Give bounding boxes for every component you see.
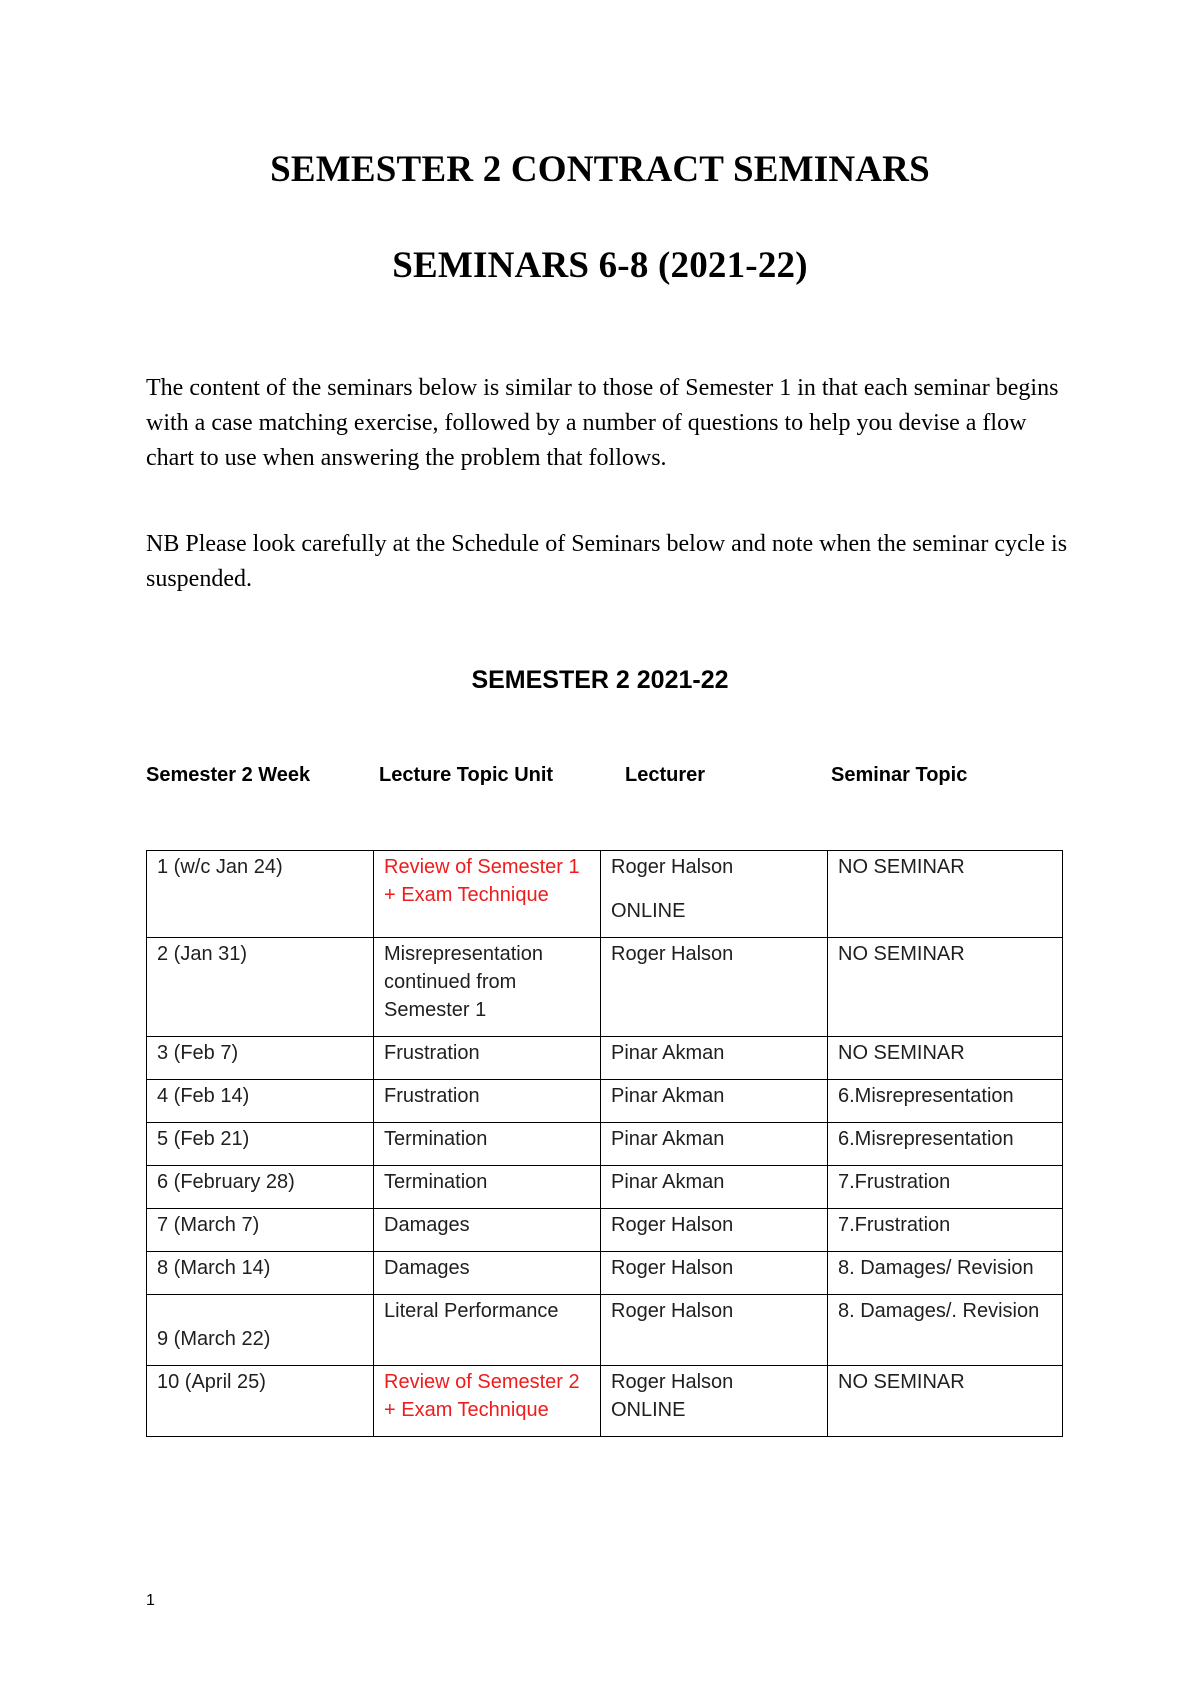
lecturer-cell: Roger Halson [601, 1252, 828, 1295]
topic-cell: Misrepresentation continued from Semester 1 [374, 938, 601, 1037]
table-row [147, 1252, 1063, 1295]
topic-cell: Termination [374, 1123, 601, 1166]
column-header-lecturer: Lecturer [625, 764, 706, 786]
seminar-cell: NO SEMINAR [828, 1366, 1063, 1437]
week-cell: 8 (March 14) [147, 1252, 374, 1295]
lecturer-cell: Pinar Akman [601, 1080, 828, 1123]
lecturer-cell: Roger Halson [601, 1295, 828, 1366]
topic-cell: Review of Semester 1 + Exam Technique [374, 851, 601, 938]
lecturer-note: ONLINE [611, 1399, 686, 1421]
page-subtitle: SEMINARS 6-8 (2021-22) [392, 245, 808, 286]
lecturer-note: ONLINE [611, 900, 686, 922]
week-cell: 6 (February 28) [147, 1166, 374, 1209]
topic-cell: Damages [374, 1209, 601, 1252]
lecturer-cell [601, 851, 828, 938]
note-paragraph: NB Please look carefully at the Schedule of Seminars below and note when the seminar cycle is suspended. [146, 531, 1068, 592]
table-row [147, 1123, 1063, 1166]
week-cell: 7 (March 7) [147, 1209, 374, 1252]
lecturer-name: Roger Halson [611, 1371, 734, 1393]
table-row [147, 1166, 1063, 1209]
column-header-seminar: Seminar Topic [831, 764, 968, 786]
week-cell: 3 (Feb 7) [147, 1037, 374, 1080]
topic-cell: Literal Performance [374, 1295, 601, 1366]
seminar-cell: NO SEMINAR [828, 851, 1063, 938]
lecturer-cell: Pinar Akman [601, 1123, 828, 1166]
topic-cell: Review of Semester 2 + Exam Technique [374, 1366, 601, 1437]
week-cell: 1 (w/c Jan 24) [147, 851, 374, 938]
lecturer-cell [601, 1366, 828, 1437]
seminar-cell: 8. Damages/. Revision [828, 1295, 1063, 1366]
column-header-week: Semester 2 Week [146, 764, 311, 786]
table-row [147, 1209, 1063, 1252]
table-row [147, 1037, 1063, 1080]
seminar-cell: 7.Frustration [828, 1166, 1063, 1209]
topic-cell: Frustration [374, 1037, 601, 1080]
seminar-cell: 7.Frustration [828, 1209, 1063, 1252]
seminar-cell: 6.Misrepresentation [828, 1123, 1063, 1166]
table-row [147, 1366, 1063, 1437]
table-row [147, 1080, 1063, 1123]
table-row [147, 1295, 1063, 1366]
lecturer-cell: Pinar Akman [601, 1037, 828, 1080]
page-number: 1 [146, 1592, 155, 1609]
lecturer-cell: Roger Halson [601, 938, 828, 1037]
week-cell: 10 (April 25) [147, 1366, 374, 1437]
topic-cell: Frustration [374, 1080, 601, 1123]
column-header-topic: Lecture Topic Unit [379, 764, 554, 786]
table-row [147, 938, 1063, 1037]
seminar-cell: 8. Damages/ Revision [828, 1252, 1063, 1295]
schedule-heading: SEMESTER 2 2021-22 [471, 666, 729, 694]
week-cell: 9 (March 22) [147, 1295, 374, 1366]
lecturer-cell: Roger Halson [601, 1209, 828, 1252]
seminar-cell: 6.Misrepresentation [828, 1080, 1063, 1123]
week-cell: 5 (Feb 21) [147, 1123, 374, 1166]
lecturer-cell: Pinar Akman [601, 1166, 828, 1209]
topic-cell: Termination [374, 1166, 601, 1209]
week-cell: 4 (Feb 14) [147, 1080, 374, 1123]
topic-cell: Damages [374, 1252, 601, 1295]
intro-paragraph: The content of the seminars below is similar to those of Semester 1 in that each seminar begins with a case matching exercise, followed by a number of questions to help you devise a flow chart to use when answering the problem that follows. [146, 375, 1059, 471]
lecturer-name: Roger Halson [611, 856, 734, 878]
seminar-cell: NO SEMINAR [828, 938, 1063, 1037]
page-title: SEMESTER 2 CONTRACT SEMINARS [270, 149, 930, 190]
seminar-cell: NO SEMINAR [828, 1037, 1063, 1080]
schedule-table [146, 850, 1063, 1437]
week-cell: 2 (Jan 31) [147, 938, 374, 1037]
table-row [147, 851, 1063, 938]
